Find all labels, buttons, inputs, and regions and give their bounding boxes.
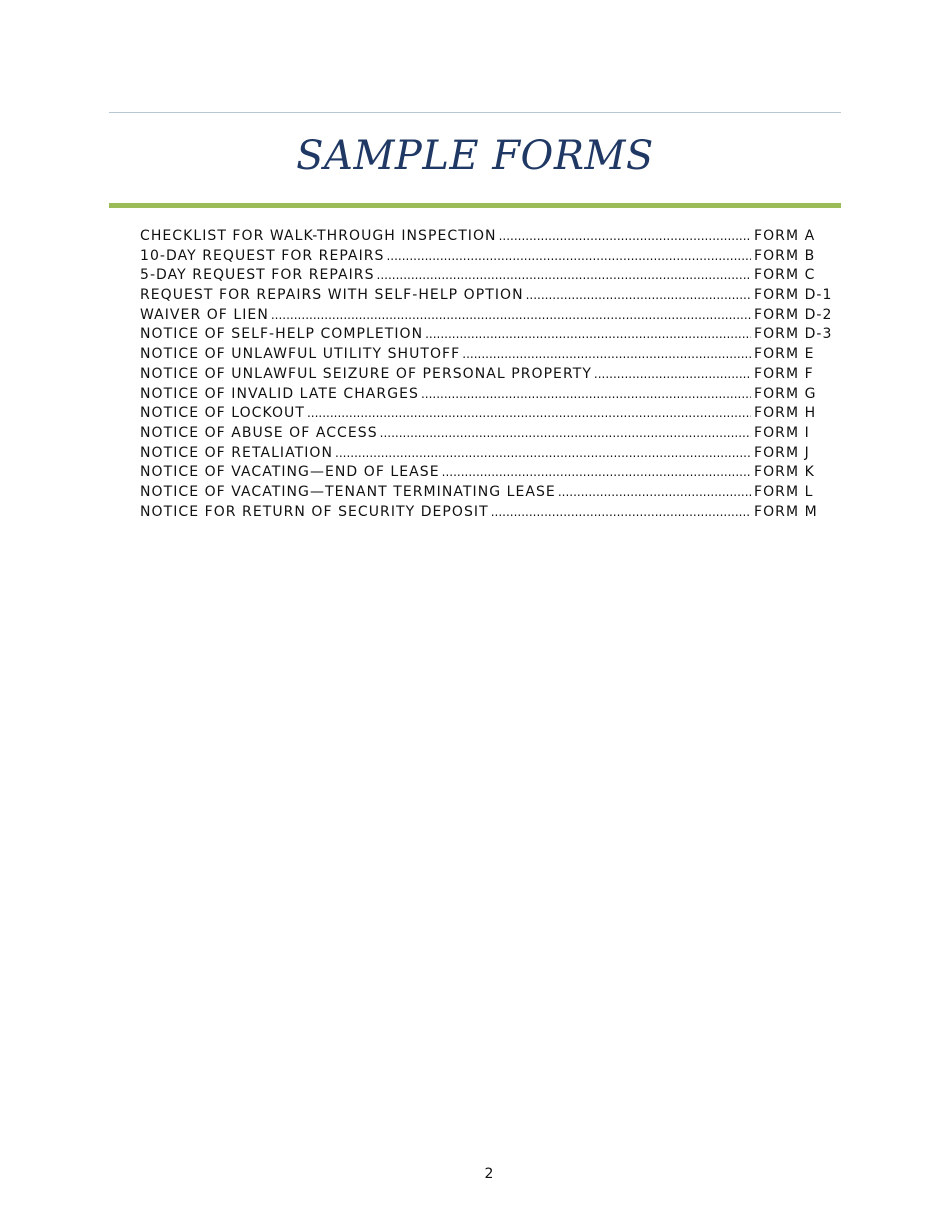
toc-entry[interactable] (140, 325, 840, 345)
toc-entry-label: 10-DAY REQUEST FOR REPAIRS (140, 247, 385, 264)
toc-entry-label: NOTICE OF LOCKOUT (140, 405, 305, 422)
toc-entry-form-ref: FORM M (754, 503, 818, 520)
page-number: 2 (484, 1166, 494, 1182)
toc-entry-form-ref: FORM J (754, 444, 810, 461)
dot-leader (335, 444, 751, 464)
forms-table-of-contents (140, 227, 840, 522)
toc-entry[interactable] (140, 266, 840, 286)
dot-leader (380, 424, 751, 444)
toc-entry-label: NOTICE OF RETALIATION (140, 444, 334, 461)
toc-entry[interactable] (140, 306, 840, 326)
dot-leader (491, 503, 751, 523)
page-title: SAMPLE FORMS (296, 133, 654, 179)
toc-entry[interactable] (140, 444, 840, 464)
header-divider (109, 112, 841, 113)
dot-leader (462, 345, 751, 365)
toc-entry[interactable] (140, 463, 840, 483)
dot-leader (307, 404, 751, 424)
toc-entry-label: 5-DAY REQUEST FOR REPAIRS (140, 267, 375, 284)
toc-entry-form-ref: FORM G (754, 385, 817, 402)
toc-entry-form-ref: FORM D-1 (754, 287, 833, 304)
toc-entry-label: NOTICE OF UNLAWFUL SEIZURE OF PERSONAL PROPERTY (140, 365, 592, 382)
toc-entry-form-ref: FORM B (754, 247, 816, 264)
toc-entry[interactable] (140, 365, 840, 385)
toc-entry-label: NOTICE FOR RETURN OF SECURITY DEPOSIT (140, 503, 489, 520)
toc-entry-label: REQUEST FOR REPAIRS WITH SELF-HELP OPTION (140, 287, 524, 304)
dot-leader (499, 227, 751, 247)
dot-leader (558, 483, 751, 503)
toc-entry-form-ref: FORM F (754, 365, 814, 382)
toc-entry[interactable] (140, 345, 840, 365)
dot-leader (377, 266, 752, 286)
toc-entry-form-ref: FORM D-3 (754, 326, 833, 343)
toc-entry-label: NOTICE OF ABUSE OF ACCESS (140, 424, 378, 441)
title-underline (109, 203, 841, 208)
toc-entry[interactable] (140, 404, 840, 424)
toc-entry-form-ref: FORM E (754, 346, 815, 363)
dot-leader (271, 306, 751, 326)
toc-entry-label: NOTICE OF INVALID LATE CHARGES (140, 385, 419, 402)
toc-entry-form-ref: FORM A (754, 228, 816, 244)
toc-entry-label: NOTICE OF UNLAWFUL UTILITY SHUTOFF (140, 346, 461, 363)
toc-entry-label: NOTICE OF VACATING—END OF LEASE (140, 464, 440, 481)
toc-entry-label: NOTICE OF VACATING—TENANT TERMINATING LEASE (140, 483, 556, 500)
toc-entry[interactable] (140, 503, 840, 523)
toc-entry[interactable] (140, 385, 840, 405)
toc-entry[interactable] (140, 286, 840, 306)
toc-entry[interactable] (140, 227, 840, 247)
toc-entry-form-ref: FORM H (754, 405, 817, 422)
toc-entry-form-ref: FORM L (754, 483, 814, 500)
dot-leader (386, 247, 751, 267)
toc-entry[interactable] (140, 424, 840, 444)
dot-leader (594, 365, 751, 385)
toc-entry-form-ref: FORM K (754, 464, 815, 481)
toc-entry[interactable] (140, 247, 840, 267)
toc-entry-form-ref: FORM I (754, 424, 810, 441)
toc-entry[interactable] (140, 483, 840, 503)
toc-entry-label: CHECKLIST FOR WALK-THROUGH INSPECTION (140, 228, 497, 244)
dot-leader (425, 325, 751, 345)
toc-entry-form-ref: FORM C (754, 267, 816, 284)
toc-entry-label: WAIVER OF LIEN (140, 306, 269, 323)
dot-leader (526, 286, 751, 306)
toc-entry-label: NOTICE OF SELF-HELP COMPLETION (140, 326, 424, 343)
toc-entry-form-ref: FORM D-2 (754, 306, 833, 323)
dot-leader (421, 385, 751, 405)
dot-leader (442, 463, 751, 483)
